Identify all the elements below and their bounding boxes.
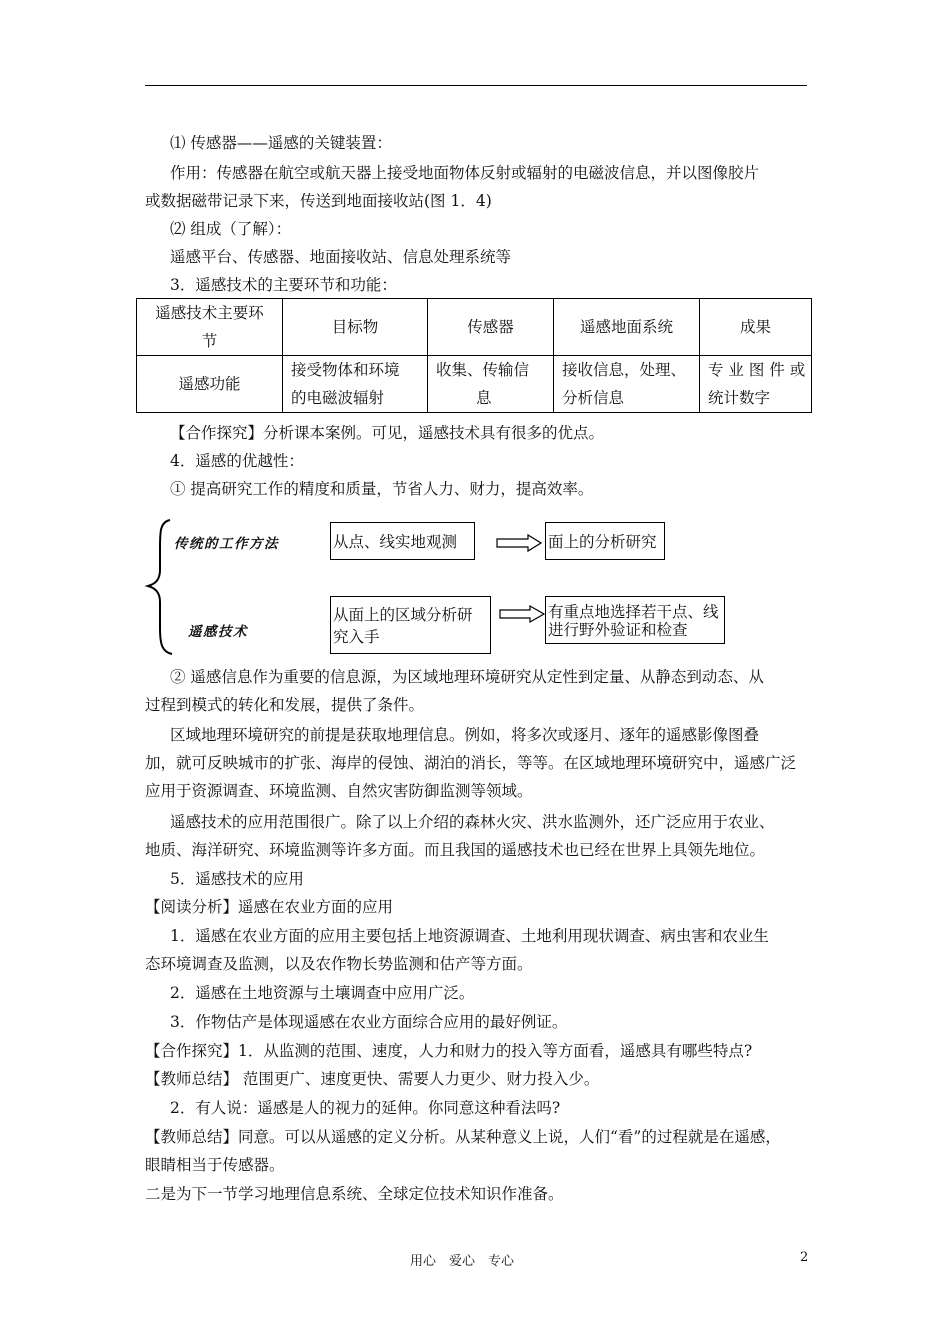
table-cell: 接受物体和环境 的电磁波辐射 [283, 356, 428, 413]
paragraph-line: 1．遥感在农业方面的应用主要包括上地资源调查、土地利用现状调查、病虫害和农业生 [170, 927, 769, 945]
paragraph-line: 3．作物估产是体现遥感在农业方面综合应用的最好例证。 [170, 1013, 568, 1031]
paragraph-line: 过程到模式的转化和发展，提供了条件。 [145, 696, 425, 714]
sensor-heading: ⑴ 传感器——遥感的关键装置： [170, 134, 392, 152]
paragraph-line: 二是为下一节学习地理信息系统、全球定位技术知识作准备。 [145, 1185, 564, 1203]
table-cell: 接收信息，处理、 分析信息 [554, 356, 700, 413]
teacher-summary-2: 【教师总结】同意。可以从遥感的定义分析。从某种意义上说，人们“看”的过程就是在遥感， [145, 1128, 781, 1146]
paragraph-line: 加，就可反映城市的扩张、海岸的侵蚀、湖泊的消长，等等。在区域地理环境研究中，遥感广泛 [145, 754, 797, 772]
section-heading-5: 5．遥感技术的应用 [170, 870, 304, 888]
traditional-method-label: 传统的工作方法 [174, 536, 279, 552]
table-header-cell: 遥感技术主要环 节 [137, 299, 283, 356]
paragraph-line: 作用：传感器在航空或航天器上接受地面物体反射或辐射的电磁波信息，并以图像胶片 [170, 164, 760, 182]
arrow-icon [497, 535, 541, 551]
traditional-step-2: 面上的分析研究 [545, 522, 665, 560]
table-header-cell: 遥感地面系统 [554, 299, 700, 356]
paragraph-line: 态环境调查及监测，以及农作物长势监测和估产等方面。 [145, 955, 533, 973]
rs-step-1: 从面上的区域分析研 究入手 [330, 596, 491, 654]
rs-step-2: 有重点地选择若干点、线 进行野外验证和检查 [545, 596, 725, 644]
table-cell: 收集、传输信 息 [428, 356, 554, 413]
traditional-step-1: 从点、线实地观测 [330, 522, 475, 560]
reading-analysis: 【阅读分析】遥感在农业方面的应用 [145, 898, 394, 916]
table-row-label: 遥感功能 [137, 356, 283, 413]
footer-motto: 用心 爱心 专心 [410, 1254, 515, 1269]
table-header-cell: 目标物 [283, 299, 428, 356]
table-header-cell: 传感器 [428, 299, 554, 356]
section-heading-3: 3．遥感技术的主要环节和功能： [170, 276, 397, 294]
paragraph-line: 或数据磁带记录下来，传送到地面接收站(图 1．4) [145, 192, 492, 210]
paragraph-line: 应用于资源调查、环境监测、自然灾害防御监测等领域。 [145, 782, 533, 800]
composition-heading: ⑵ 组成（了解）： [170, 220, 292, 238]
table-cell: 专 业 图 件 或 统计数字 [700, 356, 812, 413]
cooperative-inquiry: 【合作探究】分析课本案例。可见，遥感技术具有很多的优点。 [170, 424, 605, 442]
paragraph-line: 2．遥感在土地资源与土壤调查中应用广泛。 [170, 984, 475, 1002]
page-number: 2 [800, 1250, 809, 1265]
teacher-summary: 【教师总结】 范围更广、速度更快、需要人力更少、财力投入少。 [145, 1070, 600, 1088]
section-heading-4: 4．遥感的优越性： [170, 452, 304, 470]
paragraph-line: 2．有人说：遥感是人的视力的延伸。你同意这种看法吗? [170, 1099, 561, 1117]
table-header-cell: 成果 [700, 299, 812, 356]
paragraph-line: 眼睛相当于传感器。 [145, 1156, 285, 1174]
cooperative-inquiry-2: 【合作探究】1．从监测的范围、速度，人力和财力的投入等方面看，遥感具有哪些特点? [145, 1042, 753, 1060]
rs-technique-label: 遥感技术 [188, 624, 248, 640]
paragraph-line: 地质、海洋研究、环境监测等许多方面。而且我国的遥感技术也已经在世界上具领先地位。 [145, 841, 766, 859]
advantage-2: ② 遥感信息作为重要的信息源，为区域地理环境研究从定性到定量、从静态到动态、从 [170, 668, 764, 686]
advantage-1: ① 提高研究工作的精度和质量，节省人力、财力，提高效率。 [170, 480, 594, 498]
paragraph-line: 遥感技术的应用范围很广。除了以上介绍的森林火灾、洪水监测外，还广泛应用于农业、 [170, 813, 775, 831]
paragraph-line: 区域地理环境研究的前提是获取地理信息。例如，将多次或逐月、逐年的遥感影像图叠 [170, 726, 760, 744]
curly-brace [148, 520, 172, 654]
paragraph-line: 遥感平台、传感器、地面接收站、信息处理系统等 [170, 248, 512, 266]
arrow-icon [500, 606, 544, 622]
